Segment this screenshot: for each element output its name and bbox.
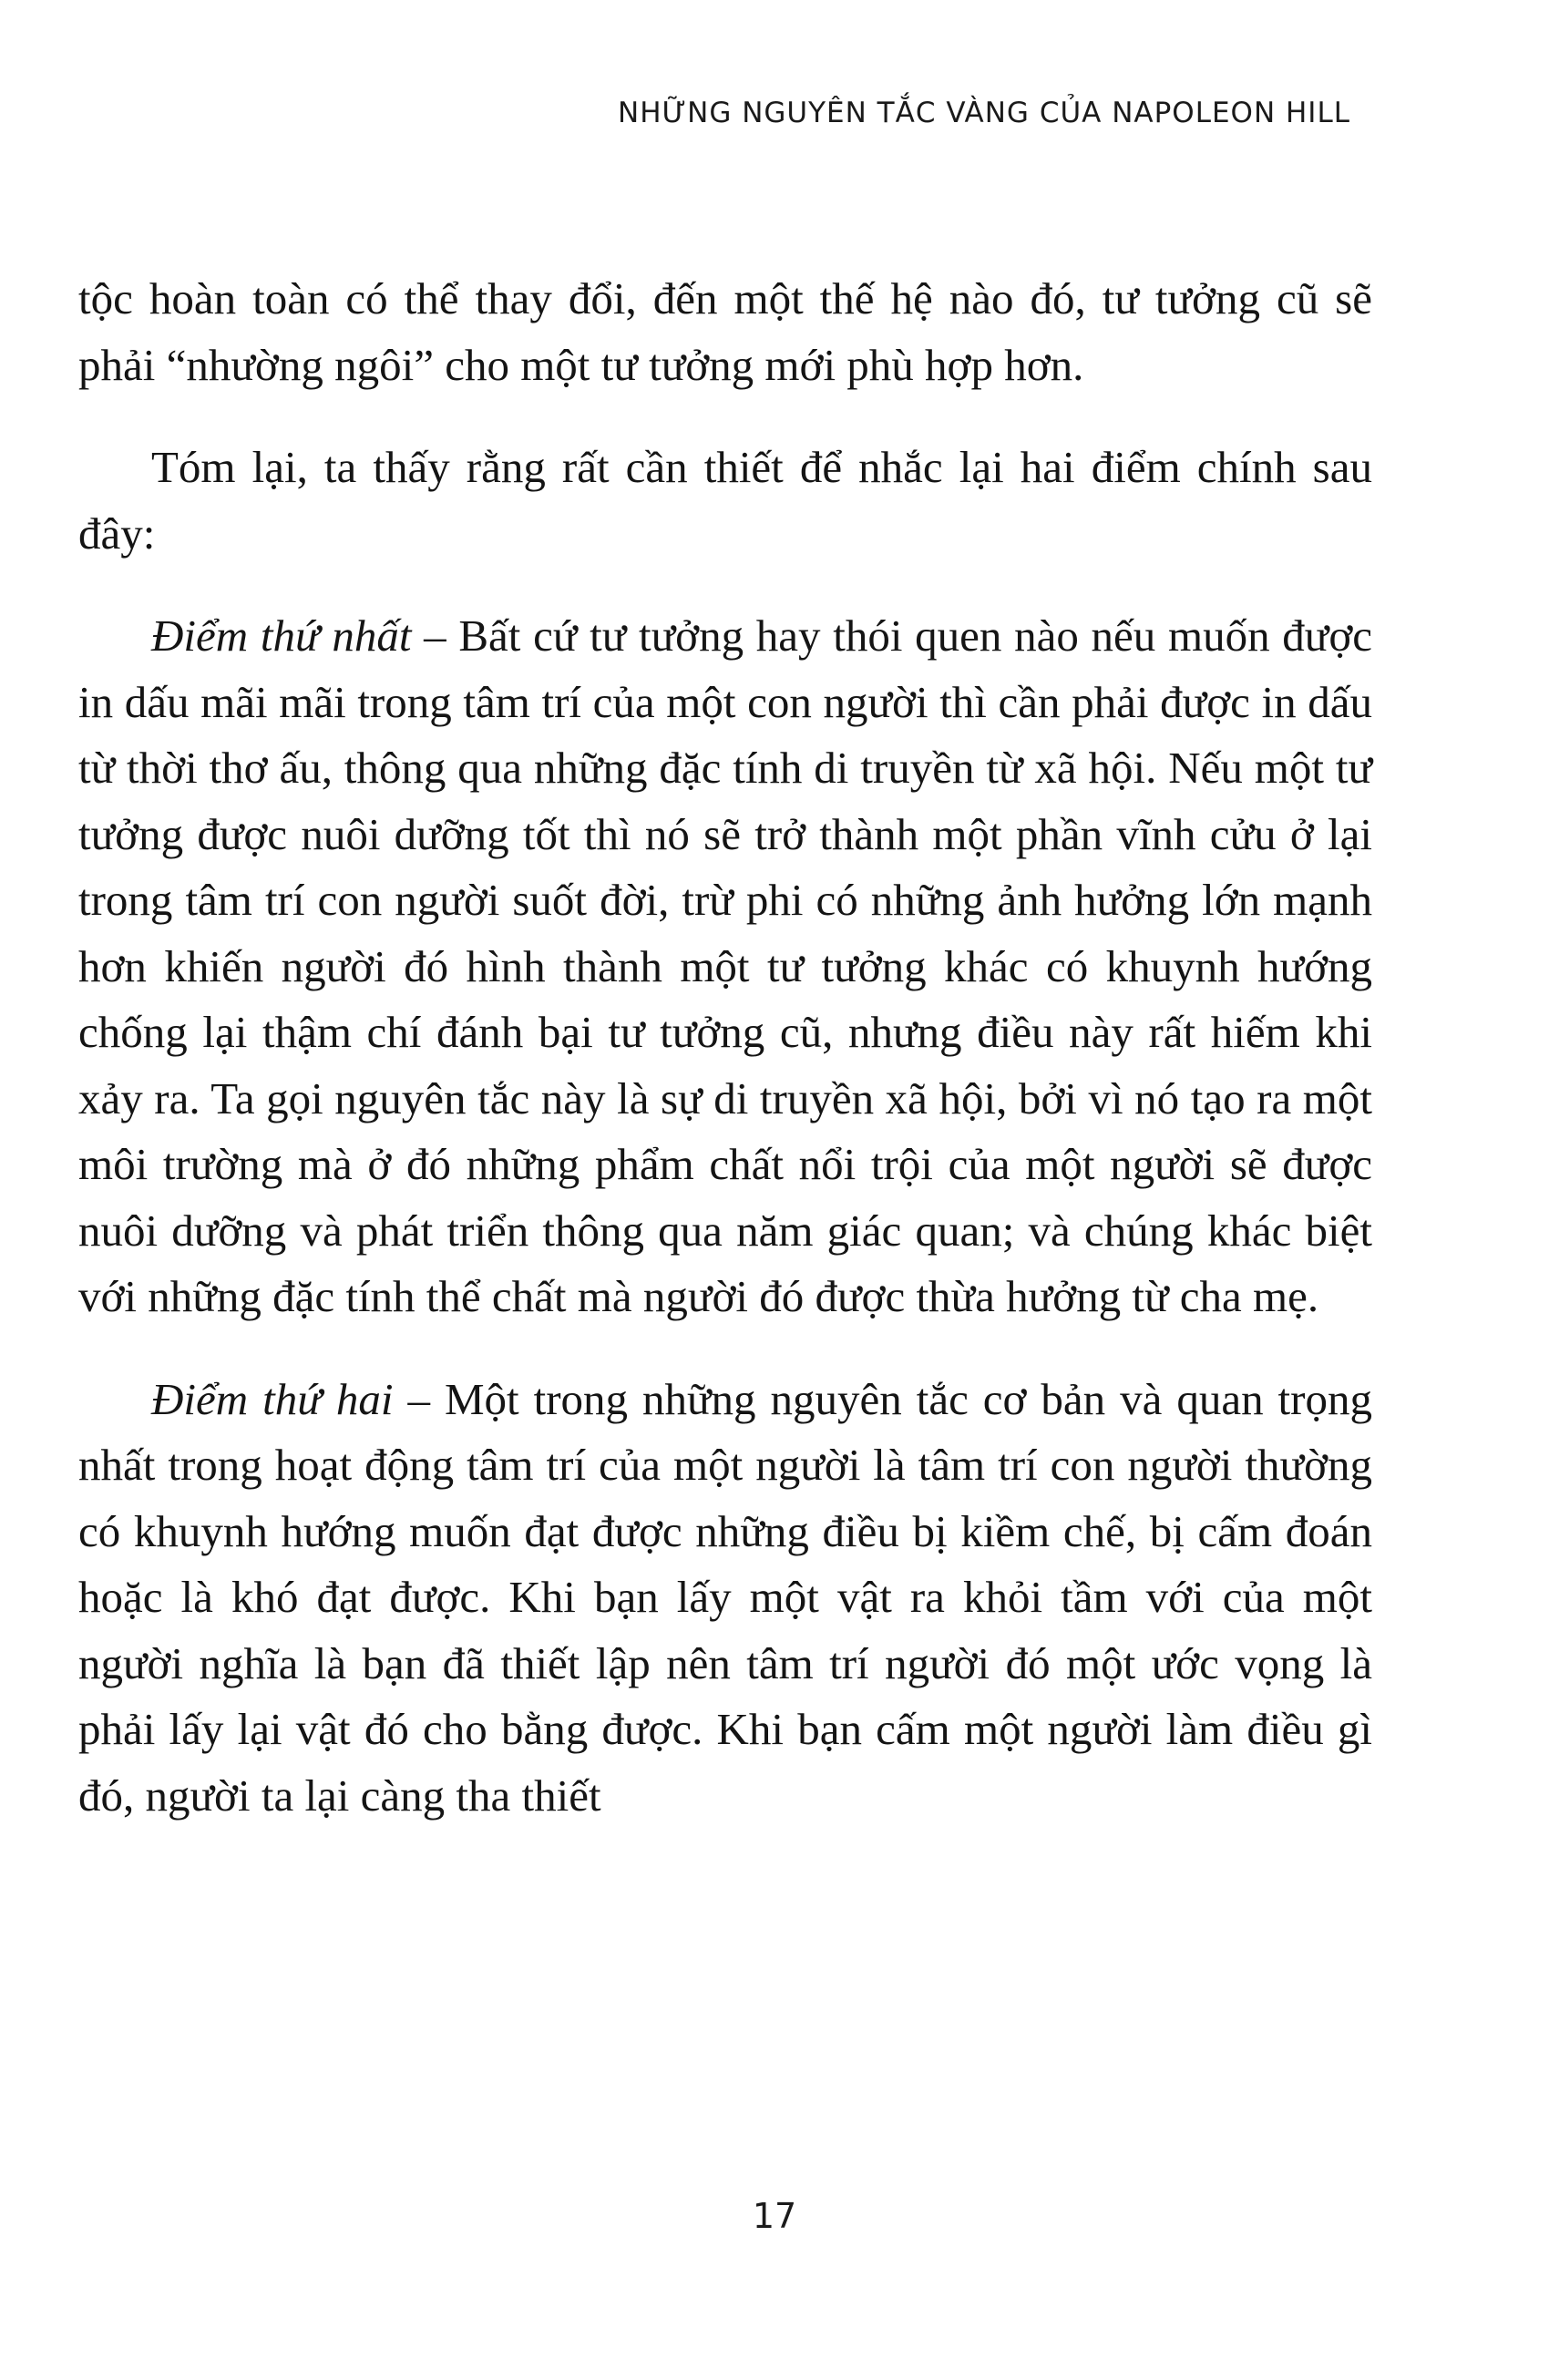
second-point-lead: Điểm thứ hai bbox=[151, 1373, 394, 1424]
first-point-lead: Điểm thứ nhất bbox=[151, 610, 412, 661]
paragraph-second-point bbox=[78, 1367, 1372, 1830]
paragraph-continuation: tộc hoàn toàn có thể thay đổi, đến một thế hệ nào đó, tư tưởng cũ sẽ phải “nhường ngôi” cho một tư tưởng mới phù hợp hơn. bbox=[78, 273, 1372, 390]
paragraph-first-point bbox=[78, 603, 1372, 1330]
page-number: 17 bbox=[752, 2196, 797, 2236]
running-header: NHỮNG NGUYÊN TẮC VÀNG CỦA NAPOLEON HILL bbox=[618, 97, 1350, 129]
body-text bbox=[78, 266, 1372, 1829]
first-point-body: – Bất cứ tư tưởng hay thói quen nào nếu muốn được in dấu mãi mãi trong tâm trí của một con người thì cần phải được in dấu từ thời thơ ấu, thông qua những đặc tính di truyền từ xã hội. Nếu một tư tưởng được nuôi dưỡng tốt thì nó sẽ trở thành một phần vĩnh cửu ở lại trong tâm trí con người suốt đời, trừ phi có những ảnh hưởng lớn mạnh hơn khiến người đó hình thành một tư tưởng khác có khuynh hướng chống lại thậm chí đánh bại tư tưởng cũ, nhưng điều này rất hiếm khi xảy ra. Ta gọi nguyên tắc này là sự di truyền xã hội, bởi vì nó tạo ra một môi trường mà ở đó những phẩm chất nổi trội của một người sẽ được nuôi dưỡng và phát triển thông qua năm giác quan; và chúng khác biệt với những đặc tính thể chất mà người đó được thừa hưởng từ cha mẹ. bbox=[78, 610, 1372, 1321]
second-point-body: – Một trong những nguyên tắc cơ bản và quan trọng nhất trong hoạt động tâm trí của một người là tâm trí con người thường có khuynh hướng muốn đạt được những điều bị kiềm chế, bị cấm đoán hoặc là khó đạt được. Khi bạn lấy một vật ra khỏi tầm với của một người nghĩa là bạn đã thiết lập nên tâm trí người đó một ước vọng là phải lấy lại vật đó cho bằng được. Khi bạn cấm một người làm điều gì đó, người ta lại càng tha thiết bbox=[78, 1373, 1372, 1821]
paragraph-summary: Tóm lại, ta thấy rằng rất cần thiết để nhắc lại hai điểm chính sau đây: bbox=[78, 442, 1372, 559]
